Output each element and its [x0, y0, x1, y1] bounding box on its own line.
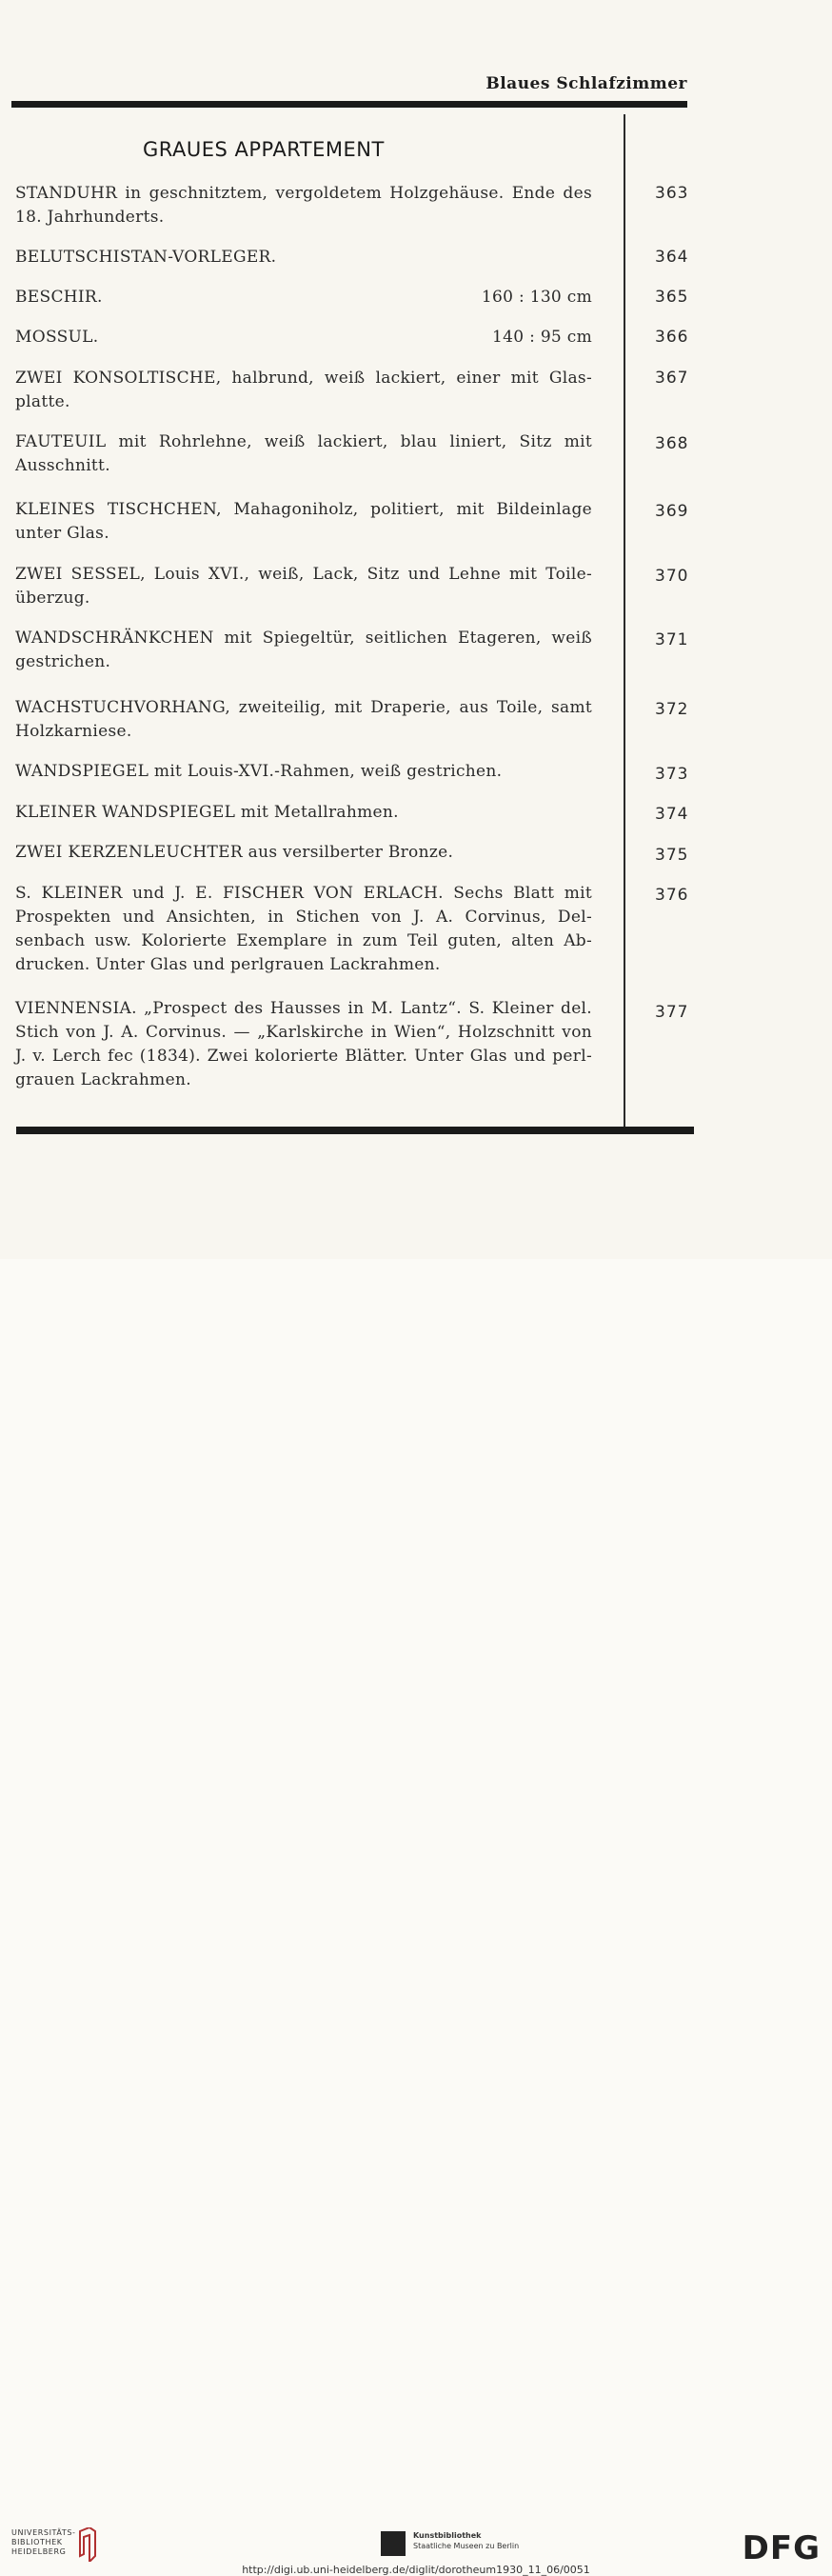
ub-logo-line: BIBLIOTHEK [11, 2538, 63, 2546]
lot-number: 368 [655, 434, 689, 453]
ub-emblem-icon [76, 2527, 99, 2562]
catalog-entry: ZWEI KERZENLEUCHTER aus versilberter Bronze. [15, 843, 454, 862]
ub-logo-line: HEIDELBERG [11, 2547, 67, 2556]
kb-line: Kunstbibliothek [413, 2531, 482, 2540]
catalog-entry: S. KLEINER und J. E. FISCHER VON ERLACH. Sechs Blatt mit Prospekten und Ansichten, in Stichen von J. A. Corvinus, Del- senbach usw. Kolorierte Exemplare in zum Teil guten, alten Ab- drucken. Unter Glas und perlgrauen Lackrahmen. [15, 884, 592, 974]
catalog-entry: WANDSCHRÄNKCHEN mit Spiegeltür, seitlichen Etageren, weiß gestrichen. [15, 629, 592, 671]
dimensions: 140 : 95 cm [492, 328, 592, 347]
dimensions: 160 : 130 cm [481, 288, 592, 307]
catalog-entry: STANDUHR in geschnitztem, vergoldetem Holzgehäuse. Ende des 18. Jahrhunderts. [15, 184, 592, 227]
lot-number: 371 [655, 630, 689, 649]
kunstbibliothek-label[interactable] [413, 2530, 519, 2551]
catalog-entry: FAUTEUIL mit Rohrlehne, weiß lackiert, blau liniert, Sitz mit Ausschnitt. [15, 432, 592, 475]
catalog-entry: KLEINER WANDSPIEGEL mit Metallrahmen. [15, 803, 399, 822]
catalog-entry: BESCHIR. 160 : 130 cm [15, 286, 592, 310]
scanned-page [0, 0, 832, 1259]
lot-number: 375 [655, 846, 689, 865]
catalog-entry: WACHSTUCHVORHANG, zweiteilig, mit Draperie, aus Toile, samt Holzkarniese. [15, 698, 592, 741]
source-url[interactable]: http://digi.ub.uni-heidelberg.de/diglit/dorotheum1930_11_06/0051 [242, 2564, 590, 2576]
catalog-entry: ZWEI KONSOLTISCHE, halbrund, weiß lackiert, einer mit Glas- platte. [15, 369, 592, 411]
lot-number: 364 [655, 248, 689, 267]
lot-number: 367 [655, 369, 689, 388]
bottom-rule [16, 1127, 694, 1134]
lot-number: 363 [655, 184, 689, 203]
kunstbibliothek-logo-icon [381, 2531, 406, 2556]
lot-number: 373 [655, 765, 689, 784]
lot-number: 369 [655, 502, 689, 521]
running-head: Blaues Schlafzimmer [485, 74, 687, 93]
top-rule [11, 101, 687, 108]
lot-number: 365 [655, 288, 689, 307]
footer-bar [0, 1259, 832, 2576]
ub-logo-line: UNIVERSITÄTS- [11, 2528, 76, 2537]
catalog-entry: KLEINES TISCHCHEN, Mahagoniholz, politiert, mit Bildeinlage unter Glas. [15, 500, 592, 543]
lot-number: 370 [655, 567, 689, 586]
lot-number: 374 [655, 805, 689, 824]
kb-line: Staatliche Museen zu Berlin [413, 2542, 520, 2550]
lot-number: 372 [655, 700, 689, 719]
lot-number: 376 [655, 886, 689, 905]
dfg-logo[interactable]: DFG [742, 2529, 821, 2567]
lot-number: 377 [655, 1003, 689, 1022]
catalog-entry: ZWEI SESSEL, Louis XVI., weiß, Lack, Sitz und Lehne mit Toile- überzug. [15, 565, 592, 608]
catalog-entry: WANDSPIEGEL mit Louis-XVI.-Rahmen, weiß gestrichen. [15, 762, 503, 781]
catalog-entry: VIENNENSIA. „Prospect des Hausses in M. Lantz“. S. Kleiner del. Stich von J. A. Corvinus. — „Karlskirche in Wien“, Holzschnitt von J. v. Lerch fec (1834). Zwei kolorierte Blätter. Unter Glas und perl- grauen Lackrahmen. [15, 999, 592, 1089]
section-title: GRAUES APPARTEMENT [143, 138, 385, 161]
ub-heidelberg-logo[interactable] [11, 2528, 76, 2557]
lot-number: 366 [655, 328, 689, 347]
column-divider [624, 114, 625, 1129]
catalog-entry: BELUTSCHISTAN-VORLEGER. [15, 248, 277, 267]
catalog-entry: MOSSUL. 140 : 95 cm [15, 326, 592, 349]
